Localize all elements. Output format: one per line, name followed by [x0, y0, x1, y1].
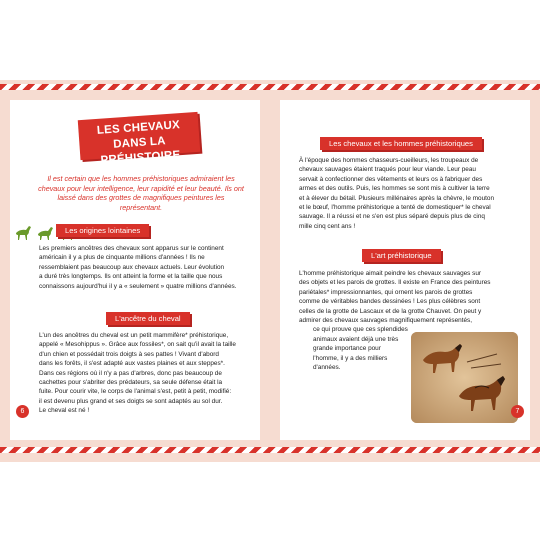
text-line: comme de véritables bandes dessinées ! Les plus célèbres sont [299, 298, 481, 306]
text-line: L'homme préhistorique aimait peindre les chevaux sauvages sur [299, 270, 482, 277]
page-number-left: 6 [16, 405, 29, 418]
text-line: d'années. [313, 364, 341, 372]
page-number-right: 7 [511, 405, 524, 418]
title-line-2: DANS LA PRÉHISTOIRE [100, 135, 181, 167]
paragraph-ancestor [39, 331, 254, 416]
heading-men: Les chevaux et les hommes préhistoriques [320, 137, 482, 150]
text-line: et le bœuf, l'homme préhistorique a tenté de domestiquer* le cheval [299, 204, 491, 212]
heading-ancestor: L'ancêtre du cheval [106, 312, 190, 325]
paragraph-men [299, 156, 519, 231]
text-line: Dans ces régions où il n'y a pas d'arbres, donc pas beaucoup de [39, 369, 222, 377]
text-line: l'homme, il y a des milliers [313, 354, 388, 362]
text-line: connaissons aujourd'hui il y a « seulement » quatre millions d'années. [39, 282, 237, 290]
text-line: cachettes pour s'abriter des prédateurs, sa seule défense était la [39, 379, 223, 387]
text-line: appelé « Mesohippus ». Grâce aux fossiles*, on sait qu'il avait la taille [39, 341, 236, 349]
intro-text: Il est certain que les hommes préhistoriques admiraient les chevaux pour leur intelligence, leur rapidité et leur beauté. Ils ont laissé dans des grottes de magnifiques peintures les représentant. [38, 174, 244, 212]
text-line: ce qui prouve que ces splendides [313, 326, 408, 334]
text-line: il est devenu plus grand et ses doigts se sont adaptés au sol dur. [39, 397, 223, 405]
text-line: sauvage. Il a réussi et ne s'en est plus séparé depuis plus de cinq [299, 213, 485, 221]
text-line: L'un des ancêtres du cheval est un petit mammifère* préhistorique, [39, 332, 229, 339]
text-line: fuite. Pour courir vite, le corps de l'animal s'est, petit à petit, modifié: [39, 388, 232, 396]
cave-painting-image [411, 332, 518, 423]
text-line: mille cinq cent ans ! [299, 222, 356, 230]
text-line: grande importance pour [313, 345, 381, 353]
top-rope-border [0, 84, 540, 90]
text-line: chevaux sauvages étaient traqués pour leur viande. Leur peau [299, 166, 476, 174]
text-line: dans les forêts, il s'est adapté aux vastes plaines et aux steppes*. [39, 360, 225, 368]
text-line: ressemblaient pas beaucoup aux chevaux actuels. Leur évolution [39, 263, 225, 271]
text-line: armes et des outils. Puis, les hommes se sont mis à cultiver la terre [299, 185, 490, 193]
text-line: animaux avaient déjà une très [313, 335, 399, 343]
page-title [78, 112, 200, 167]
text-line: À l'époque des hommes chasseurs-cueilleurs, les troupeaux de [299, 157, 479, 164]
text-line: pariétales* impressionnantes, qui ornent les parois de grottes [299, 288, 473, 296]
heading-art: L'art préhistorique [362, 249, 441, 262]
heading-origins: Les origines lointaines [56, 224, 149, 237]
paragraph-origins [39, 244, 251, 291]
text-line: Le cheval est né ! [39, 407, 90, 415]
text-line: celles de la grotte de Lascaux et de la grotte Chauvet. On peut y [299, 307, 482, 315]
text-line: a duré très longtemps. Ils ont atteint la forme et la taille que nous [39, 273, 223, 281]
text-line: et à élever du bétail. Plusieurs millénaires après la chèvre, le mouton [299, 194, 495, 202]
text-line: admirer des chevaux sauvages magnifiquement représentés, [299, 317, 472, 325]
cave-horse-drawing [411, 332, 518, 423]
title-line-1: LES CHEVAUX [96, 119, 181, 137]
text-line: servait à confectionner des vêtements et leurs os à fabriquer des [299, 175, 483, 183]
text-line: Les premiers ancêtres des chevaux sont apparus sur le continent [39, 245, 224, 252]
bottom-rope-border [0, 447, 540, 453]
text-line: américain il y a plus de cinquante millions d'années ! Ils ne [39, 254, 205, 262]
text-line: des objets et les parois de grottes. Il existe en France des peintures [299, 279, 491, 287]
text-line: d'un chien et possédait trois doigts à ses pattes ! Vivant d'abord [39, 350, 219, 358]
